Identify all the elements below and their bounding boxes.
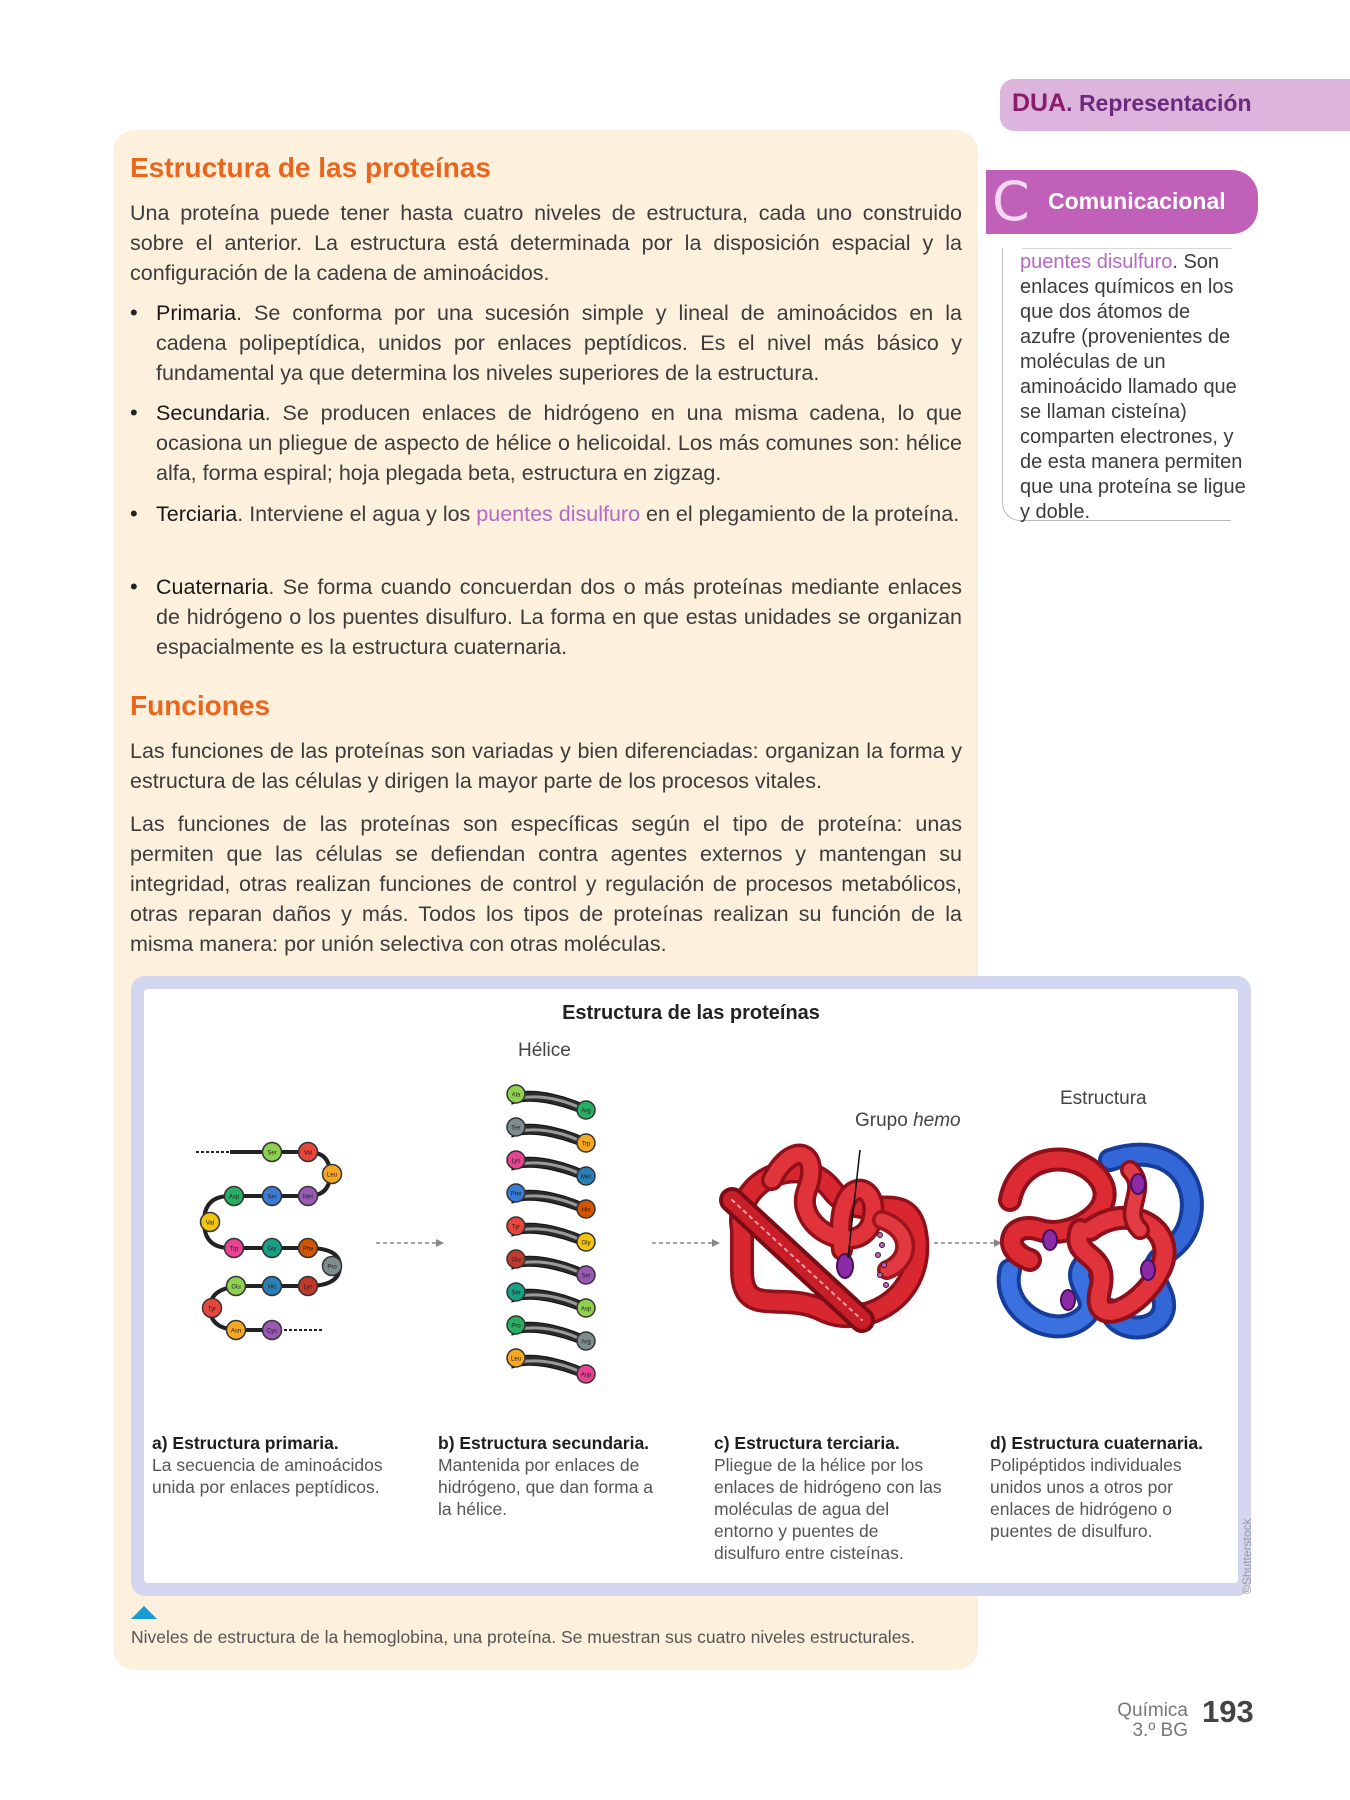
caption-title: b) Estructura secundaria.	[438, 1433, 650, 1453]
helix-amino-bead-label: Met	[580, 1174, 592, 1181]
caption-text: Pliegue de la hélice por los enlaces de hidrógeno con las moléculas de agua del entorno y puentes de disulfuro entre cisteínas.	[714, 1455, 942, 1563]
amino-bead-label: Val	[303, 1150, 313, 1157]
glossary-text: . Son enlaces químicos en los que dos átomos de azufre (provenientes de moléculas de un aminoácido llamado que se llaman cisteína) comparten electrones, y de esta manera permiten que una proteína se ligue y doble.	[1020, 251, 1246, 523]
helix-amino-bead-label: Phe	[510, 1191, 522, 1198]
amino-bead-label: Phe	[302, 1246, 314, 1253]
glossary-term: puentes disulfuro	[1020, 251, 1173, 273]
primary-structure-diagram	[190, 1130, 370, 1360]
amino-bead-label: Asn	[230, 1328, 242, 1335]
helix-amino-bead-label: Arg	[581, 1339, 591, 1346]
bullet-terciaria	[130, 499, 962, 529]
dua-heading	[1012, 89, 1252, 118]
bullet-text: . Se producen enlaces de hidrógeno en una misma cadena, lo que ocasiona un pliegue de aspecto de hélice o helicoidal. Los más comunes son: hélice alfa, forma espiral; hoja plegada beta, estructura en zigzag.	[156, 401, 962, 485]
arrow-a-to-b	[376, 1238, 446, 1248]
helix-amino-bead-label: Leu	[510, 1356, 522, 1363]
caption-triangle-icon	[131, 1606, 157, 1619]
amino-bead-label: Trp	[229, 1246, 239, 1253]
caption-title: a) Estructura primaria.	[152, 1433, 339, 1453]
helix-amino-bead-label: Lys	[511, 1158, 521, 1165]
dua-label: DUA	[1012, 89, 1067, 117]
quaternary-structure-diagram	[990, 1140, 1210, 1350]
caption-title: d) Estructura cuaternaria.	[990, 1433, 1203, 1453]
bullet-secundaria	[130, 398, 962, 488]
glossary-definition	[1020, 250, 1250, 525]
helix-amino-bead-label: Arg	[581, 1108, 591, 1115]
section-title-structure: Estructura de las proteínas	[130, 152, 492, 183]
dua-section: . Representación	[1066, 90, 1252, 116]
bullet-term: Primaria	[156, 301, 237, 325]
structure-intro: Una proteína puede tener hasta cuatro niveles de estructura, cada uno construido sobre el anterior. La estructura está determinada por la disposición espacial y la configuración de la cadena de aminoácidos.	[130, 201, 962, 285]
tertiary-structure-diagram	[712, 1140, 942, 1340]
caption-text: Mantenida por enlaces de hidrógeno, que dan forma a la hélice.	[438, 1455, 654, 1519]
bullet-dot: •	[130, 501, 138, 526]
bullet-dot: •	[130, 400, 138, 425]
amino-bead-label: Glu	[231, 1284, 241, 1291]
caption-title: c) Estructura terciaria.	[714, 1433, 900, 1453]
helix-amino-bead-label: Trp	[581, 1141, 591, 1148]
helix-amino-bead-label: Ser	[581, 1273, 591, 1280]
amino-bead-label: His	[267, 1284, 277, 1291]
image-credit: ©Shutterstock	[1240, 1518, 1254, 1594]
glossary-link-puentes-disulfuro[interactable]: puentes disulfuro	[476, 502, 641, 526]
amino-bead-label: Val	[205, 1220, 215, 1227]
bullet-term: Terciaria	[156, 502, 238, 526]
bullet-term: Secundaria	[156, 401, 265, 425]
helix-amino-bead-label: Ser	[511, 1290, 521, 1297]
caption-text: Polipéptidos individuales unidos unos a otros por enlaces de hidrógeno o puentes de disulfuro.	[990, 1455, 1182, 1541]
label-heme-group	[855, 1110, 961, 1132]
section-title-functions: Funciones	[130, 690, 271, 721]
amino-bead-label: Gly	[267, 1246, 277, 1253]
comunicacional-c-icon: C	[992, 170, 1030, 233]
glossary-divider	[1022, 248, 1232, 249]
bullet-text: . Se conforma por una sucesión simple y lineal de aminoácidos en la cadena polipeptídica, unidos por enlaces peptídicos. Es el nivel más básico y fundamental ya que determina los niveles superiores de la estructura.	[156, 301, 962, 385]
helix-amino-bead-label: Glu	[511, 1257, 521, 1264]
bullet-term: Cuaternaria	[156, 575, 269, 599]
functions-paragraph-1: Las funciones de las proteínas son variadas y bien diferenciadas: organizan la forma y estructura de las células y dirigen la mayor parte de los procesos vitales.	[130, 739, 962, 793]
figure-title: Estructura de las proteínas	[562, 1002, 820, 1024]
bullet-dot: •	[130, 574, 138, 599]
amino-bead-label: Ser	[267, 1194, 277, 1201]
helix-amino-bead-label: Ser	[511, 1125, 521, 1132]
folio-subject: Química	[1117, 1700, 1188, 1721]
amino-bead-label: Met	[302, 1194, 314, 1201]
helix-amino-bead-label: Tyr	[511, 1224, 521, 1231]
bullet-primaria	[130, 298, 962, 388]
amino-bead-label: Pro	[327, 1264, 337, 1271]
bullet-text: en el plegamiento de la proteína.	[640, 502, 960, 526]
label-heme-italic: hemo	[913, 1110, 961, 1131]
helix-amino-bead-label: Ala	[511, 1092, 521, 1099]
bullet-dot: •	[130, 300, 138, 325]
bullet-text: . Interviene el agua y los	[237, 502, 477, 526]
bullet-text: . Se forma cuando concuerdan dos o más proteínas mediante enlaces de hidrógeno o los puentes disulfuro. La forma en que estas unidades se organizan espacialmente es la estructura cuaternaria.	[156, 575, 962, 659]
caption-tertiary	[714, 1432, 946, 1564]
amino-bead-label: Ser	[267, 1150, 277, 1157]
helix-amino-bead-label: Asp	[580, 1306, 592, 1313]
page-number: 193	[1202, 1694, 1254, 1729]
amino-bead-label: Tyr	[207, 1306, 217, 1313]
primary-amino-beads	[201, 1143, 342, 1340]
caption-primary	[152, 1432, 384, 1498]
amino-bead-label: Leu	[326, 1172, 338, 1179]
helix-amino-bead-label: Pro	[511, 1323, 521, 1330]
helix-amino-bead-label: Gly	[581, 1240, 591, 1247]
figure-caption: Niveles de estructura de la hemoglobina, una proteína. Se muestran sus cuatro niveles estructurales.	[131, 1627, 916, 1647]
label-structure: Estructura	[1060, 1088, 1147, 1109]
functions-paragraph-2: Las funciones de las proteínas son específicas según el tipo de proteína: unas permiten que las células se defiendan contra agentes externos y mantengan su integridad, otras realizan funciones de control y regulación de procesos metabólicos, otras reparan daños y más. Todos los tipos de proteínas realizan su función de la misma manera: por unión selectiva con otras moléculas.	[130, 812, 962, 956]
bullet-cuaternaria	[130, 572, 962, 662]
folio-grade: 3.º BG	[1132, 1720, 1188, 1741]
comunicacional-label: Comunicacional	[1048, 188, 1226, 214]
label-helix: Hélice	[518, 1040, 571, 1061]
caption-quaternary	[990, 1432, 1222, 1542]
caption-text: La secuencia de aminoácidos unida por enlaces peptídicos.	[152, 1455, 383, 1497]
caption-secondary	[438, 1432, 670, 1520]
amino-bead-label: Cys	[266, 1328, 278, 1335]
helix-amino-bead-label: Asp	[580, 1372, 592, 1379]
helix-diagram	[494, 1080, 604, 1410]
label-heme-prefix: Grupo	[855, 1110, 914, 1131]
helix-amino-bead-label: His	[581, 1207, 591, 1214]
amino-bead-label: Asp	[228, 1194, 240, 1201]
amino-bead-label: Lys	[303, 1284, 313, 1291]
